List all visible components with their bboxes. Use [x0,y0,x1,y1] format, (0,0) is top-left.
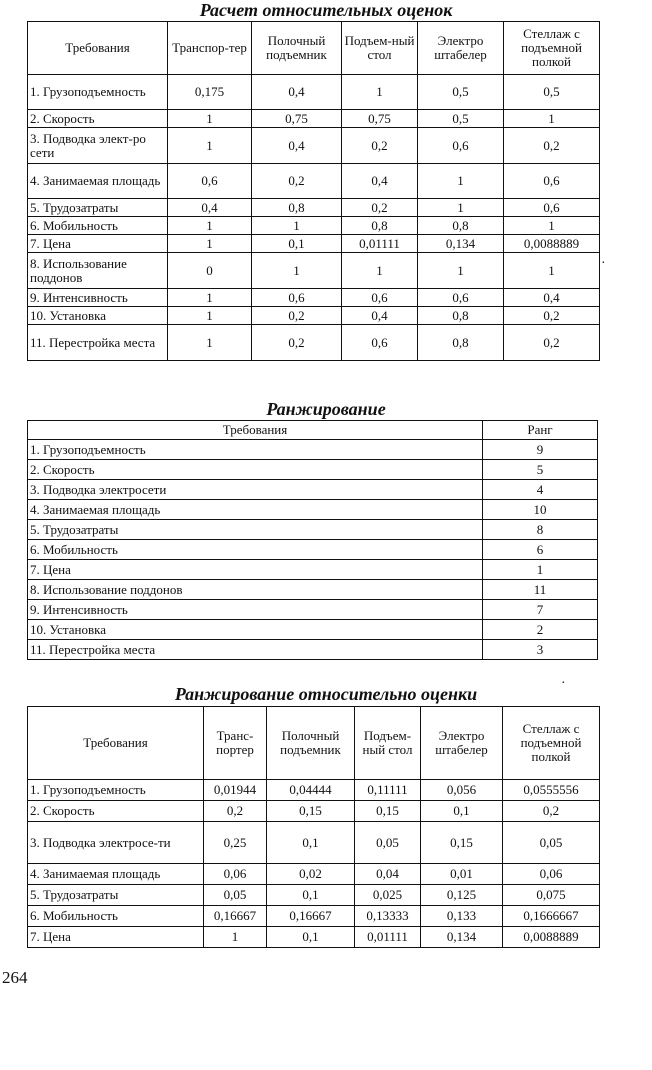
cell: 0,05 [503,822,600,864]
stray-mark: · [561,676,566,691]
cell: 11 [483,580,598,600]
header-lift-table: Подъем-ный стол [342,22,418,75]
table-row [28,307,600,325]
table-row [28,906,600,927]
cell: 7 [483,600,598,620]
table-row [28,289,600,307]
cell: 0,1 [421,801,503,822]
cell: 0,4 [504,289,600,307]
cell: 0,11111 [355,780,421,801]
header-requirements: Требования [28,707,204,780]
table-row [28,75,600,110]
cell: 8. Использование поддонов [28,580,483,600]
cell: 0,0555556 [503,780,600,801]
cell: 1 [504,110,600,128]
header-shelf-lift: Полочный подъемник [252,22,342,75]
table-row [28,253,600,289]
cell: 0,25 [204,822,267,864]
header-lift-table: Подъем-ный стол [355,707,421,780]
cell: 0,2 [504,307,600,325]
cell: 0,2 [503,801,600,822]
cell: 0,6 [342,325,418,361]
cell: 10 [483,500,598,520]
cell: 0,056 [421,780,503,801]
table-row [28,540,598,560]
table-row [28,217,600,235]
cell: 1 [168,235,252,253]
cell: 3. Подводка электросети [28,480,483,500]
cell: 0,6 [168,164,252,199]
cell: 0,125 [421,885,503,906]
header-requirements: Требования [28,22,168,75]
cell: 6. Мобильность [28,540,483,560]
cell: 5. Трудозатраты [28,520,483,540]
table-row [28,580,598,600]
cell: 0,0088889 [504,235,600,253]
cell: 0,1 [267,927,355,948]
cell: 0,175 [168,75,252,110]
cell: 4. Занимаемая площадь [28,500,483,520]
cell: 0,5 [418,75,504,110]
table-row [28,440,598,460]
page-number: 264 [2,968,28,987]
cell: 11. Перестройка места [28,325,168,361]
cell: 7. Цена [28,560,483,580]
table-row [28,801,600,822]
cell: 1. Грузоподъемность [28,75,168,110]
cell: 9. Интенсивность [28,600,483,620]
cell: 0,2 [504,325,600,361]
cell: 8 [483,520,598,540]
cell: 4 [483,480,598,500]
cell: 0,6 [504,164,600,199]
header-rank: Ранг [483,421,598,440]
cell: 0,2 [204,801,267,822]
header-rack-lift-shelf: Стеллаж с подъемной полкой [504,22,600,75]
cell: 0,6 [418,128,504,164]
cell: 1. Грузоподъемность [28,440,483,460]
table-row [28,325,600,361]
cell: 1 [342,75,418,110]
table-row [28,128,600,164]
table-row [28,199,600,217]
cell: 0,2 [252,325,342,361]
table-row [28,164,600,199]
cell: 0,15 [355,801,421,822]
cell: 0,16667 [267,906,355,927]
cell: 0,8 [252,199,342,217]
table-row [28,620,598,640]
cell: 3. Подводка электросе-ти [28,822,204,864]
cell: 0,06 [503,864,600,885]
cell: 1 [168,307,252,325]
cell: 0,6 [418,289,504,307]
relative-scores-table [27,21,600,361]
cell: 0,2 [252,307,342,325]
cell: 0,025 [355,885,421,906]
header-shelf-lift: Полочный подъемник [267,707,355,780]
cell: 6. Мобильность [28,217,168,235]
cell: 1 [252,217,342,235]
cell: 1 [168,128,252,164]
cell: 0,8 [418,307,504,325]
table-row [28,885,600,906]
cell: 0,2 [252,164,342,199]
cell: 0 [168,253,252,289]
title-relative-scores: Расчет относительных оценок [199,0,453,20]
cell: 0,6 [504,199,600,217]
cell: 2 [483,620,598,640]
cell: 0,01111 [355,927,421,948]
header-conveyor: Транспор-тер [168,22,252,75]
header-conveyor: Транс-портер [204,707,267,780]
cell: 0,5 [504,75,600,110]
cell: 2. Скорость [28,801,204,822]
cell: 0,04444 [267,780,355,801]
cell: 0,133 [421,906,503,927]
cell: 7. Цена [28,927,204,948]
table-row [28,460,598,480]
cell: 3. Подводка элект-ро сети [28,128,168,164]
cell: 0,4 [342,164,418,199]
cell: 0,4 [342,307,418,325]
stray-mark: · [601,256,606,271]
cell: 1 [168,325,252,361]
header-requirements: Требования [28,421,483,440]
cell: 2. Скорость [28,110,168,128]
cell: 0,2 [504,128,600,164]
cell: 0,01 [421,864,503,885]
cell: 0,134 [421,927,503,948]
cell: 1 [204,927,267,948]
cell: 4. Занимаемая площадь [28,864,204,885]
cell: 0,13333 [355,906,421,927]
cell: 1 [418,164,504,199]
ranking-table [27,420,598,660]
table-row [28,235,600,253]
cell: 0,6 [252,289,342,307]
table-row [28,520,598,540]
cell: 0,5 [418,110,504,128]
cell: 0,01111 [342,235,418,253]
cell: 1 [504,253,600,289]
cell: 0,15 [421,822,503,864]
cell: 0,0088889 [503,927,600,948]
cell: 6. Мобильность [28,906,204,927]
cell: 1 [483,560,598,580]
cell: 10. Установка [28,307,168,325]
cell: 0,8 [342,217,418,235]
cell: 1 [168,110,252,128]
cell: 0,05 [204,885,267,906]
cell: 0,16667 [204,906,267,927]
cell: 0,075 [503,885,600,906]
cell: 10. Установка [28,620,483,640]
cell: 0,2 [342,199,418,217]
table-row [28,780,600,801]
cell: 8. Использование поддонов [28,253,168,289]
ranking-by-score-table [27,706,600,948]
table-row [28,480,598,500]
cell: 0,4 [252,75,342,110]
cell: 5. Трудозатраты [28,885,204,906]
cell: 0,2 [342,128,418,164]
cell: 0,06 [204,864,267,885]
cell: 0,75 [252,110,342,128]
cell: 9 [483,440,598,460]
cell: 1 [168,217,252,235]
cell: 7. Цена [28,235,168,253]
table-row [28,500,598,520]
cell: 0,6 [342,289,418,307]
table-row [28,600,598,620]
cell: 0,1 [267,822,355,864]
table-row [28,640,598,660]
cell: 0,04 [355,864,421,885]
cell: 1 [342,253,418,289]
cell: 9. Интенсивность [28,289,168,307]
cell: 0,8 [418,325,504,361]
table-row [28,110,600,128]
table-row [28,822,600,864]
cell: 5. Трудозатраты [28,199,168,217]
header-rack-lift-shelf: Стеллаж с подъемной полкой [503,707,600,780]
cell: 0,8 [418,217,504,235]
table-header-row [28,421,598,440]
cell: 2. Скорость [28,460,483,480]
cell: 0,1 [267,885,355,906]
cell: 0,01944 [204,780,267,801]
table-row [28,864,600,885]
cell: 1 [418,253,504,289]
cell: 0,4 [168,199,252,217]
cell: 0,134 [418,235,504,253]
header-electric-stacker: Электро штабелер [421,707,503,780]
header-electric-stacker: Электро штабелер [418,22,504,75]
cell: 0,1 [252,235,342,253]
cell: 6 [483,540,598,560]
cell: 3 [483,640,598,660]
cell: 0,15 [267,801,355,822]
table-row [28,560,598,580]
cell: 0,75 [342,110,418,128]
cell: 11. Перестройка места [28,640,483,660]
table-row [28,927,600,948]
table-header-row [28,22,600,75]
cell: 5 [483,460,598,480]
cell: 4. Занимаемая площадь [28,164,168,199]
table-header-row [28,707,600,780]
cell: 0,05 [355,822,421,864]
cell: 1 [504,217,600,235]
title-ranking-by-score: Ранжирование относительно оценки [174,684,478,704]
cell: 1 [252,253,342,289]
cell: 1 [418,199,504,217]
cell: 0,1666667 [503,906,600,927]
title-ranking: Ранжирование [266,399,386,419]
cell: 0,4 [252,128,342,164]
cell: 1 [168,289,252,307]
cell: 0,02 [267,864,355,885]
cell: 1. Грузоподъемность [28,780,204,801]
